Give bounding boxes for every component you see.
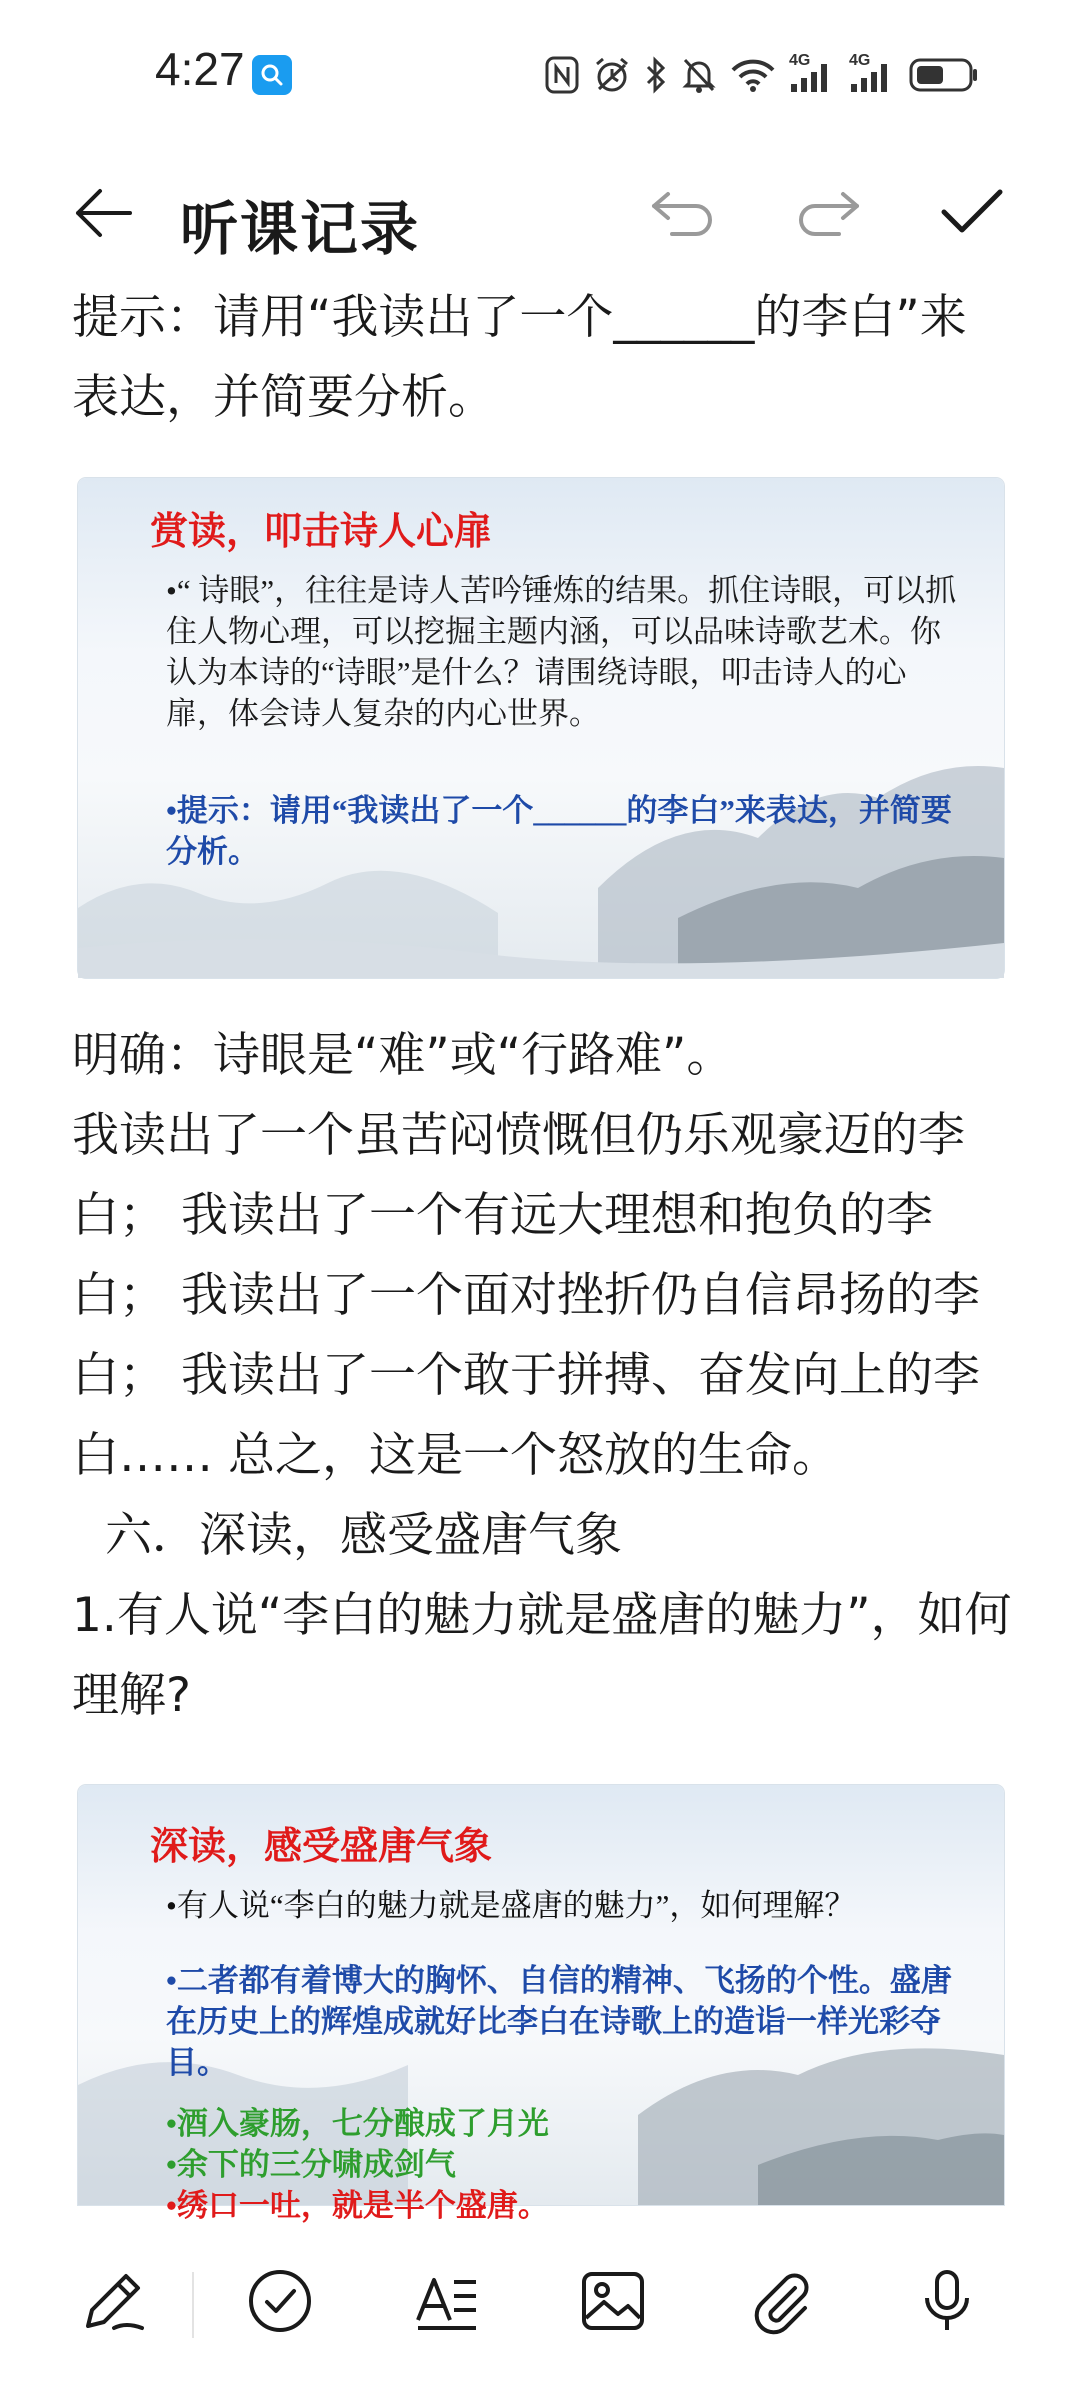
slide-poem-line: •绣口一吐，就是半个盛唐。 bbox=[166, 2188, 549, 2223]
alarm-icon bbox=[593, 56, 631, 94]
signal-4g-icon: 4G bbox=[789, 56, 835, 94]
toolbar-divider bbox=[192, 2272, 194, 2338]
text-format-icon[interactable] bbox=[412, 2266, 482, 2340]
bottom-toolbar bbox=[0, 2250, 1080, 2370]
slide-question-text: •有人说“李白的魅力就是盛唐的魅力”，如何理解？ bbox=[166, 1888, 856, 1923]
undo-icon[interactable] bbox=[650, 190, 716, 240]
nfc-icon bbox=[545, 56, 579, 94]
answer-line: 明确：诗眼是“难”或“行路难”。 bbox=[72, 1028, 734, 1083]
signal-4g-icon: 4G bbox=[849, 56, 895, 94]
note-paragraph-question[interactable]: 1.有人说“李白的魅力就是盛唐的魅力”，如何理解? bbox=[72, 1588, 1012, 1723]
status-time: 4:27 bbox=[155, 43, 245, 95]
battery-icon bbox=[909, 57, 979, 93]
status-bar bbox=[0, 0, 1080, 140]
redo-icon[interactable] bbox=[795, 190, 861, 240]
wifi-icon bbox=[731, 58, 775, 92]
slide-title: 深读，感受盛唐气象 bbox=[150, 1826, 493, 1868]
confirm-check-icon[interactable] bbox=[940, 186, 1004, 240]
attachment-icon[interactable] bbox=[745, 2266, 815, 2340]
section-heading[interactable]: 六．深读，感受盛唐气象 bbox=[105, 1508, 622, 1563]
image-icon[interactable] bbox=[578, 2266, 648, 2340]
microphone-icon[interactable] bbox=[912, 2266, 982, 2340]
slide-image-appreciation[interactable] bbox=[78, 478, 1004, 978]
slide-answer-text: •二者都有着博大的胸怀、自信的精神、飞扬的个性。盛唐在历史上的辉煌成就好比李白在诗歌上的造诣一样光彩夺目。 bbox=[166, 1963, 952, 2080]
pen-icon[interactable] bbox=[78, 2266, 148, 2340]
back-arrow-icon[interactable] bbox=[72, 182, 134, 248]
status-icons bbox=[545, 50, 979, 100]
note-paragraph-answer[interactable] bbox=[72, 1016, 1012, 1496]
slide-body-text: •“ 诗眼”，往往是诗人苦吟锤炼的结果。抓住诗眼，可以抓住人物心理，可以挖掘主题内涵，可以品味诗歌艺术。你认为本诗的“诗眼”是什么？请围绕诗眼，叩击诗人的心扉，体会诗人复杂的内心世界。 bbox=[166, 573, 957, 731]
slide-title: 赏读，叩击诗人心扉 bbox=[150, 511, 493, 553]
answer-body: 我读出了一个虽苦闷愤慨但仍乐观豪迈的李白； 我读出了一个有远大理想和抱负的李白； 我读出了一个面对挫折仍自信昂扬的李白； 我读出了一个敢于拼搏、奋发向上的李白…… 总之，这是一个怒放的生命。 bbox=[72, 1108, 980, 1483]
bluetooth-icon bbox=[645, 56, 667, 94]
slide-image-deep-reading[interactable] bbox=[78, 1785, 1004, 2223]
slide-poem-line: •余下的三分啸成剑气 bbox=[166, 2147, 456, 2182]
mute-icon bbox=[681, 56, 717, 94]
note-paragraph-hint[interactable]: 提示：请用“我读出了一个______的李白”来表达，并简要分析。 bbox=[72, 290, 967, 425]
slide-poem-line: •酒入豪肠，七分酿成了月光 bbox=[166, 2106, 549, 2141]
app-header bbox=[0, 160, 1080, 270]
page-title: 听课记录 bbox=[180, 195, 421, 263]
slide-hint-text: •提示：请用“我读出了一个______的李白”来表达，并简要分析。 bbox=[166, 793, 952, 869]
search-app-icon bbox=[252, 55, 292, 95]
checkmark-circle-icon[interactable] bbox=[245, 2266, 315, 2340]
